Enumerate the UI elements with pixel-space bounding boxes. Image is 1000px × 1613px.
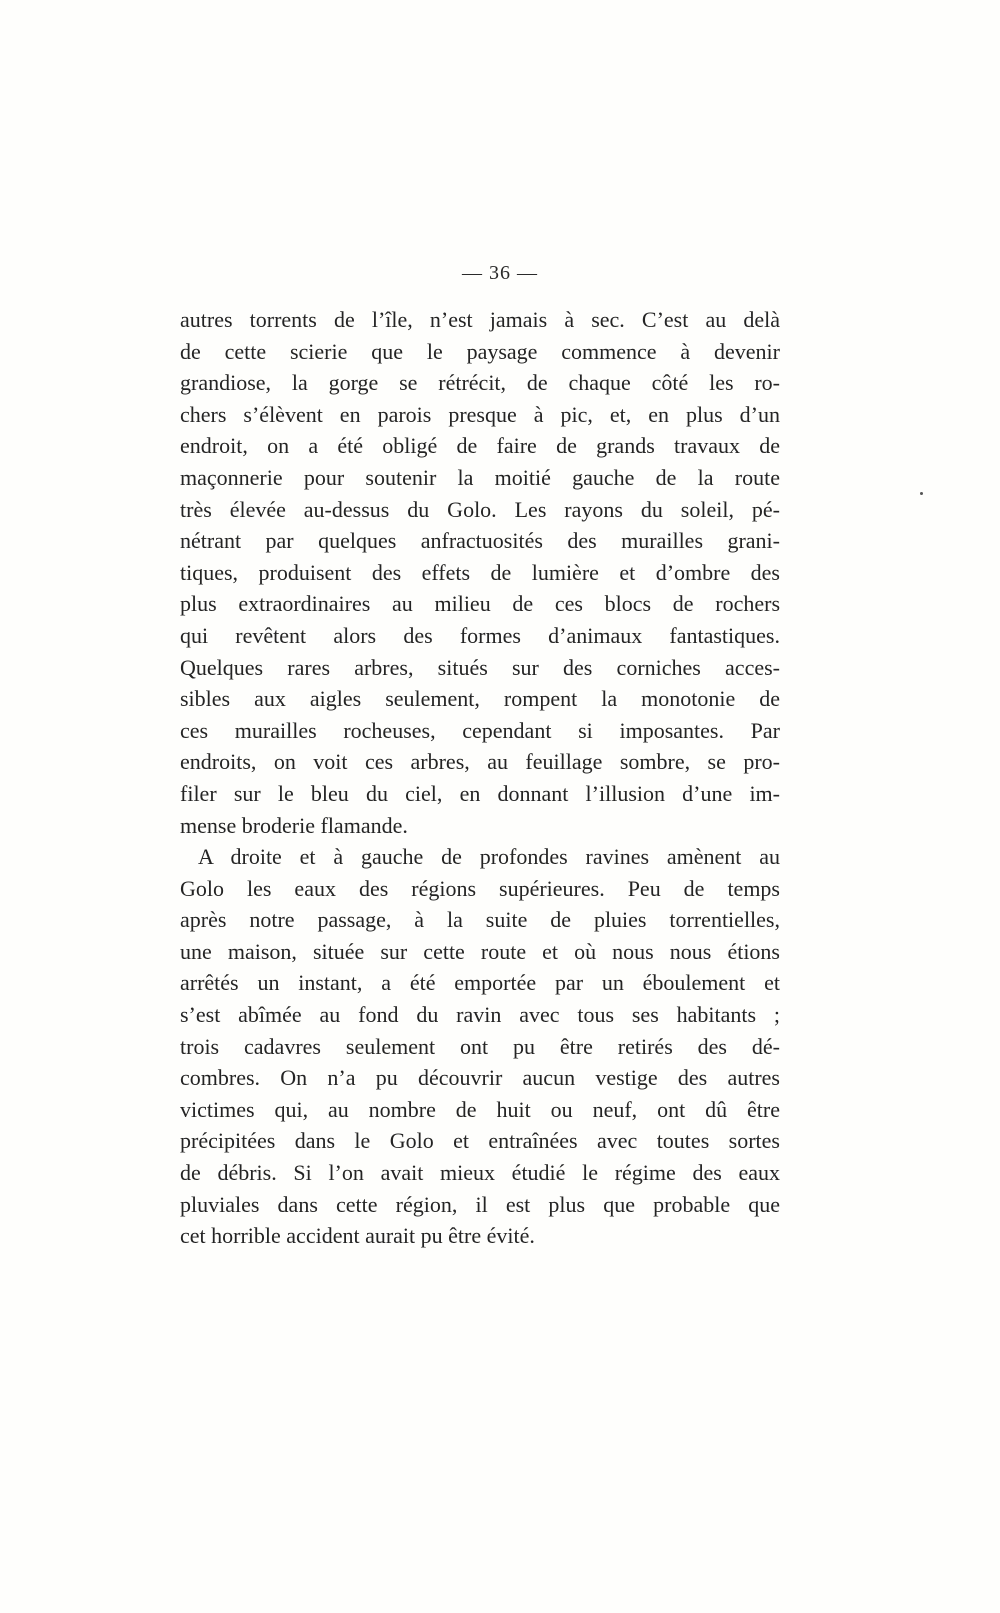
text-line: Quelques rares arbres, situés sur des corniches acces- [180, 654, 780, 680]
text-line: combres. On n’a pu découvrir aucun vestige des autres [180, 1065, 780, 1091]
text-line: victimes qui, au nombre de huit ou neuf, ont dû être [180, 1096, 780, 1122]
text-line: nétrant par quelques anfractuosités des murailles grani- [180, 528, 780, 554]
text-line: de cette scierie que le paysage commence à devenir [180, 338, 780, 364]
text-line: une maison, située sur cette route et où nous nous étions [180, 938, 780, 964]
text-line: cet horrible accident aurait pu être évité. [180, 1223, 535, 1249]
text-line: chers s’élèvent en parois presque à pic, et, en plus d’un [180, 401, 780, 427]
text-line: mense broderie flamande. [180, 812, 408, 838]
text-line: endroits, on voit ces arbres, au feuillage sombre, se pro- [180, 749, 780, 775]
text-line: maçonnerie pour soutenir la moitié gauche de la route [180, 464, 780, 490]
text-line: trois cadavres seulement ont pu être retirés des dé- [180, 1033, 780, 1059]
text-line: après notre passage, à la suite de pluies torrentielles, [180, 907, 780, 933]
text-line: de débris. Si l’on avait mieux étudié le régime des eaux [180, 1160, 780, 1186]
text-line: très élevée au-dessus du Golo. Les rayons du soleil, pé- [180, 496, 780, 522]
paragraph-1 [180, 304, 780, 841]
page-number: — 36 — [462, 262, 538, 284]
body-text [180, 304, 780, 1252]
text-line: A droite et à gauche de profondes ravines amènent au [198, 844, 780, 870]
text-line: qui revêtent alors des formes d’animaux fantastiques. [180, 622, 780, 648]
text-line: autres torrents de l’île, n’est jamais à sec. C’est au delà [180, 307, 780, 332]
text-line: Golo les eaux des régions supérieures. Peu de temps [180, 875, 780, 901]
text-line: tiques, produisent des effets de lumière et d’ombre des [180, 559, 780, 585]
text-line: sibles aux aigles seulement, rompent la monotonie de [180, 686, 780, 712]
paragraph-2 [180, 841, 780, 1252]
text-line: endroit, on a été obligé de faire de grands travaux de [180, 433, 780, 459]
text-line: ces murailles rocheuses, cependant si imposantes. Par [180, 717, 780, 743]
text-line: pluviales dans cette région, il est plus que probable que [180, 1191, 780, 1217]
text-line: arrêtés un instant, a été emportée par un éboulement et [180, 970, 780, 996]
text-line: s’est abîmée au fond du ravin avec tous ses habitants ; [180, 1002, 780, 1028]
text-line: filer sur le bleu du ciel, en donnant l’illusion d’une im- [180, 780, 780, 806]
text-line: grandiose, la gorge se rétrécit, de chaque côté les ro- [180, 370, 780, 396]
paper-speck [920, 492, 923, 495]
text-line: précipitées dans le Golo et entraînées avec toutes sortes [180, 1128, 780, 1154]
text-line: plus extraordinaires au milieu de ces blocs de rochers [180, 591, 780, 617]
